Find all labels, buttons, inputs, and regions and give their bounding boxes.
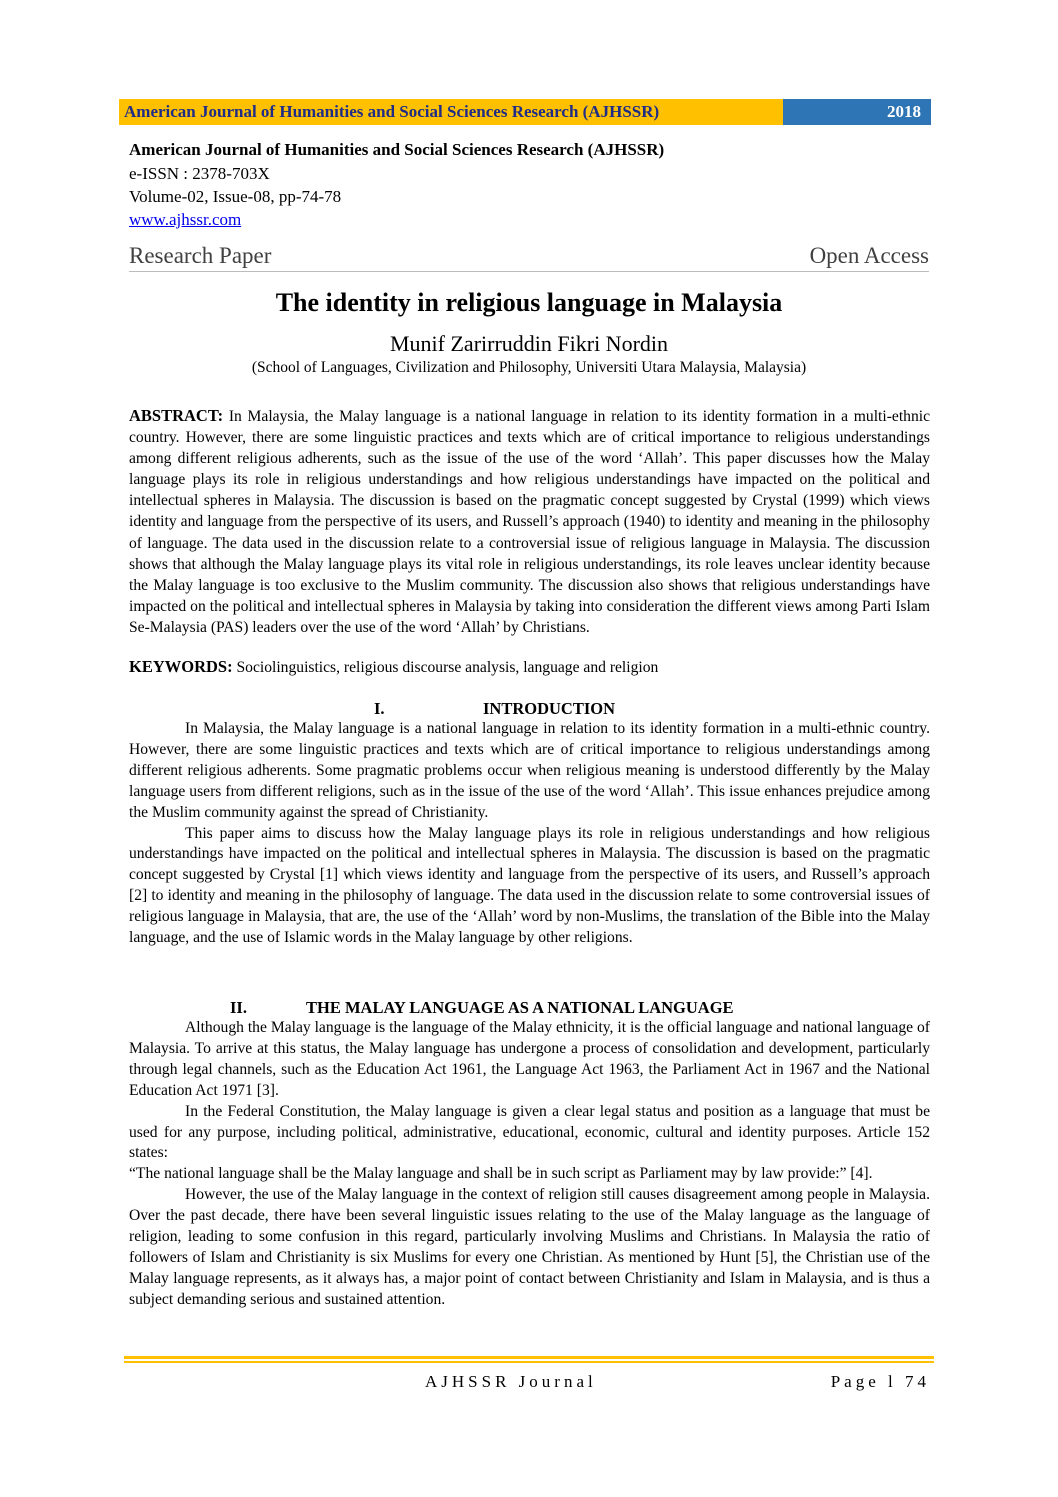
journal-info: [129, 138, 929, 231]
keywords: [129, 656, 930, 678]
access-type-label: Open Access: [809, 243, 929, 268]
journal-volume: Volume-02, Issue-08, pp-74-78: [129, 187, 342, 206]
footer-page-number: Page l 74: [830, 1372, 930, 1391]
footer-rule: [124, 1356, 934, 1363]
journal-website-link[interactable]: www.ajhssr.com: [129, 210, 242, 229]
paragraph: In Malaysia, the Malay language is a national language in relation to its identity formation in a multi-ethnic country. However, there are some linguistic practices and texts which are of critical importance to religious understandings among different religious adherents. Some pragmatic problems occur when religious meaning is understood differently by the Malay language users from different religions, such as in the issue of the use of the word ‘Allah’. This issue enhances prejudice among the Muslim community against the spread of Christianity.: [129, 720, 930, 821]
paragraph: However, the use of the Malay language in the context of religion still causes disagreement among people in Malaysia. Over the past decade, there have been several linguistic issues relating to the use of the Malay language as the language of religion, leading to some confusion in this regard, particularly involving Muslims and Christians. In Malaysia the ratio of followers of Islam and Christianity is six Muslims for every one Christian. As mentioned by Hunt [5], the Christian use of the Malay language represents, as it always has, a major point of contact between Christianity and Islam in Malaysia, and is thus a subject demanding serious and sustained attention.: [129, 1186, 930, 1308]
journal-name: American Journal of Humanities and Social Sciences Research (AJHSSR): [129, 140, 665, 159]
footer-journal: AJHSSR Journal: [425, 1372, 597, 1391]
paragraph: Although the Malay language is the language of the Malay ethnicity, it is the official language and national language of Malaysia. To arrive at this status, the Malay language has undergone a process of consolidation and development, particularly through legal channels, such as the Education Act 1961, the Language Act 1963, the Parliament Act in 1967 and the National Education Act 1971 [3].: [129, 1019, 930, 1099]
running-header-journal-title: American Journal of Humanities and Social Sciences Research (AJHSSR): [119, 99, 783, 125]
paragraph: This paper aims to discuss how the Malay language plays its role in religious understandings and how religious understandings have impacted on the political and intellectual spheres in Malaysia. The discussion is based on the pragmatic concept suggested by Crystal [1] which views identity and language from the perspective of its users, and Russell’s approach [2] to identity and meaning in the philosophy of language. The data used in the discussion relate to some controversial issues of religious language in Malaysia, that are, the use of the ‘Allah’ word by non-Muslims, the translation of the Bible into the Malay language, and the use of Islamic words in the Malay language by other religions.: [129, 824, 930, 947]
paper-type-label: Research Paper: [129, 243, 272, 268]
keywords-label: KEYWORDS:: [129, 657, 233, 676]
page-footer: [129, 1372, 930, 1392]
keywords-text: Sociolinguistics, religious discourse analysis, language and religion: [232, 659, 659, 676]
author-affiliation: (School of Languages, Civilization and Philosophy, Universiti Utara Malaysia, Malaysia): [251, 359, 807, 376]
abstract: [129, 405, 930, 638]
running-header: [119, 99, 931, 125]
abstract-label: ABSTRACT:: [129, 406, 224, 425]
quotation: “The national language shall be the Malay language and shall be in such script as Parliament may by law provide:” [4].: [129, 1165, 873, 1183]
section-title: THE MALAY LANGUAGE AS A NATIONAL LANGUAGE: [306, 998, 734, 1017]
section-number: II.: [230, 998, 247, 1017]
author-name: Munif Zarirruddin Fikri Nordin: [389, 331, 669, 356]
section-number: I.: [374, 699, 385, 718]
running-header-year: 2018: [783, 99, 931, 125]
paper-type-row: [129, 241, 929, 272]
section-body: [129, 719, 930, 949]
paper-title: The identity in religious language in Malaysia: [275, 288, 783, 317]
section-heading: [129, 997, 930, 1018]
paragraph: In the Federal Constitution, the Malay language is given a clear legal status and position as a language that must be used for any purpose, including political, administrative, educational, economic, cultural and identity purposes. Article 152 states:: [129, 1102, 930, 1162]
abstract-text: In Malaysia, the Malay language is a national language in relation to its identity formation in a multi-ethnic country. However, there are some linguistic practices and texts which are of critical importance to religious understandings among different religious adherents, such as the issue of the use of the word ‘Allah’. This paper discusses how the Malay language plays its role in religious understandings and how religious understandings have impacted on the political and intellectual spheres in Malaysia. The discussion is based on the pragmatic concept suggested by Crystal (1999) which views identity and language from the perspective of its users, and Russell’s approach (1940) to identity and meaning in the philosophy of language. The data used in the discussion relate to a controversial issue of religious language in Malaysia. The discussion shows that although the Malay language plays its vital role in religious understandings, its role leaves unclear identity because the Malay language is too exclusive to the Muslim community. The discussion also shows that religious understandings have impacted on the political and intellectual spheres in Malaysia by taking into consideration the different views among Parti Islam Se-Malaysia (PAS) leaders over the use of the word ‘Allah’ by Christians.: [129, 408, 930, 636]
section-body: [129, 1018, 930, 1311]
section-title: INTRODUCTION: [483, 699, 616, 718]
section-heading: [129, 698, 930, 719]
journal-eissn: e-ISSN : 2378-703X: [129, 164, 270, 183]
